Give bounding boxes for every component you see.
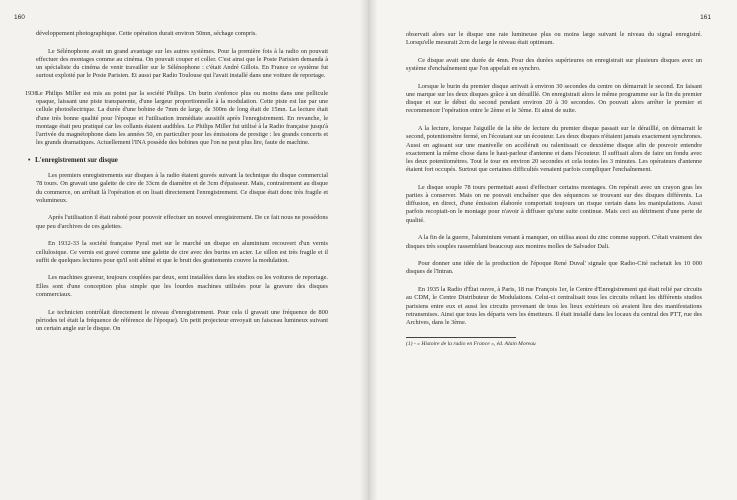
right-paragraph-7: Pour donner une idée de la production de l'époque René Duval' signale que Radio-Cité rachetait les 10 000 disques de l'Intran. — [406, 260, 702, 276]
left-paragraph-3-text: Le Philips Miller est mis au point par la société Philips. Un burin s'enfonce plus ou moins dans une pellicule opaque, laissant une piste transparente, d'une largeur proportionnelle à la modulation. Cette piste est lue par une cellule photoélectrique. La durée d'une bobine de 7mm de large, de 300m de long était de 15mn. La lecture était d'une très bonne qualité pour l'époque et l'utilisation immédiate aussitôt après l'enregistrement. En revanche, le montage était peu pratiqué car les collants étaient audibles. Le Philips Miller fut utilisé à la Radio française jusqu'à l'arrivée du magnétophone dans les années 50, en particulier pour les émissions de prestige : les grands concerts et les grands dramatiques. Actuellement l'INA possède des bobines que l'on ne peut plus lire, faute de machine. — [36, 90, 328, 147]
section-heading — [28, 157, 328, 165]
right-paragraph-1: observait alors sur le disque une raie lumineuse plus ou moins large suivant le niveau du signal enregistré. Lorsqu'elle mesurait 2cm de large le niveau était optimum. — [406, 31, 702, 47]
right-paragraph-5: Le disque souple 78 tours permettait aussi d'effectuer certains montages. On repérait avec un crayon gras les parties à conserver. Mais on ne pouvait enchaîner que des séquences se trouvant sur des disques différents. La diffusion, en direct, d'une émission élaborée comportait toujours un risque certain dans les manipulations. Aussi parfois recopiait-on le montage pour n'avoir à diffuser qu'une suite continue. Mais ceci au détriment d'une perte de qualité. — [406, 183, 702, 224]
left-paragraph-4: Les premiers enregistrements sur disques à la radio étaient gravés suivant la technique du disque commercial 78 tours. On gravait une galette de cire de 33cm de diamètre et de 3cm d'épaisseur. Mais, contrairement au disque du commerce, on arrêtait là l'opération et on lisait directement l'enregistrement. Ce disque était donc très fragile et volumineux. — [36, 172, 328, 204]
right-paragraph-4: A la lecture, lorsque l'aiguille de la tête de lecture du premier disque passait sur le dérailllé, on démarrait le second, potentiomètre fermé, en l'écoutant sur un écouteur. Les deux disques n'étaient jamais exactement synchrones. Aussi en agissant sur une manivelle on accélérait ou ralentissait ce deuxième disque afin de pouvoir entendre exactement la même chose dans le haut-parleur d'antenne et dans l'écouteur. Il suffisait alors de faire un fondu avec les deux potentiomètres. Tout le tour en environ 20 secondes et cela toutes les 3 minutes. Les opérateurs d'antenne étaient fort occupés. Surtout que certaines difficultés venaient parfois compliquer l'enchaînement. — [406, 125, 702, 174]
right-page — [368, 0, 737, 500]
page-number-left: 160 — [14, 14, 25, 21]
left-paragraph-5: Après l'utilisation il était raboté pour pouvoir effectuer un nouvel enregistrement. De ce fait nous ne possédons que peu d'archives de ces galettes. — [36, 214, 328, 230]
right-paragraph-3: Lorsque le burin du premier disque arrivait à environ 30 secondes du centre on démarrait le second. En faisant une marque sur les deux disques grâce à un dérailllé. On enregistrait alors le même programme sur la fin du premier disque et sur le début du second pendant environ 20 à 30 secondes. On pouvait alors arrêter le premier et recommencer l'opération entre le 2ème et le 3ème. Et ainsi de suite. — [406, 82, 702, 115]
bullet-icon: • — [28, 156, 31, 164]
book-gutter-shadow — [360, 0, 378, 500]
right-paragraph-8: En 1935 la Radio d'État ouvre, à Paris, 18 rue François 1er, le Centre d'Enregistrement qui était relié par circuits au CDM, le Centre Distributeur de Modulations. Celui-ci centralisait tous les circuits reliant les différents studios parisiens entre eux et aussi les circuits provenant de tous les lieux extérieurs où avaient lieu des manifestations retransmises. Ainsi que tous les départs vers les émetteurs. Il était installé dans les locaux du central des PTT, rue des Archives, dans le 3ème. — [406, 286, 702, 326]
right-page-text — [406, 31, 702, 348]
footnote-divider — [406, 337, 516, 338]
right-paragraph-6: A la fin de la guerre, l'aluminium venant à manquer, on utilisa aussi du zinc comme support. C'était vraiment des disques très souples rassemblant beaucoup aux montres molles de Salvador Dali. — [406, 234, 702, 250]
left-paragraph-8: Le technicien contrôlait directement le niveau d'enregistrement. Pour cela il gravait une fréquence de 800 périodes tel était la fréquence de référence de l'époque). Un petit projecteur envoyait un faisceau lumineux suivant un certain angle sur le disque. On — [36, 308, 328, 332]
year-marker: 1936 — [25, 90, 38, 98]
left-paragraph-2: Le Sélénophone avait un grand avantage sur les autres systèmes. Pour la première fois à la radio on pouvait effectuer des montages comme au cinéma. On pouvait couper et coller. C'est ainsi que le Poste Parisien demanda à un spécialiste du cinéma de venir travailler sur le Sélénophone : c'était André Gillois. En France ce système fut surtout exploité par le Poste Parisien. Et aussi par Radio Toulouse qui l'avait installé dans une voiture de reportage. — [36, 47, 328, 80]
left-paragraph-3 — [25, 90, 328, 147]
left-paragraph-7: Les machines graveur, toujours couplées par deux, sont installées dans les studios ou les voitures de reportage. Elles sont d'une conception plus simple que les lourdes machines utilisées pour la gravure des disques commerciaux. — [36, 274, 328, 298]
left-page-text — [25, 30, 328, 343]
section-heading-text: L'enregistrement sur disque — [35, 156, 118, 164]
left-paragraph-1: développement photographique. Cette opération durait environ 50mn, séchage compris. — [36, 30, 257, 37]
footnote: (1) - « Histoire de la radio en France », éd. Alain Moreau — [406, 340, 536, 347]
right-paragraph-2: Ce disque avait une durée de 4mn. Pour des durées supérieures on enregistrait sur plusieurs disques avec un système d'enchaînement que l'on appelait en synchro. — [406, 56, 702, 73]
left-paragraph-6: En 1932-33 la société française Pyral met sur le marché un disque en aluminium recouvert d'un vernis cellulosique. Ce vernis est gravé comme une galette de cire avec des burins en acier. Le sillon est très fragile et il suffit de quelques lectures pour qu'il soit abîmé et que le bruit des grattements couvre la modulation. — [36, 240, 328, 264]
left-page — [0, 0, 368, 500]
page-number-right: 161 — [700, 14, 711, 21]
